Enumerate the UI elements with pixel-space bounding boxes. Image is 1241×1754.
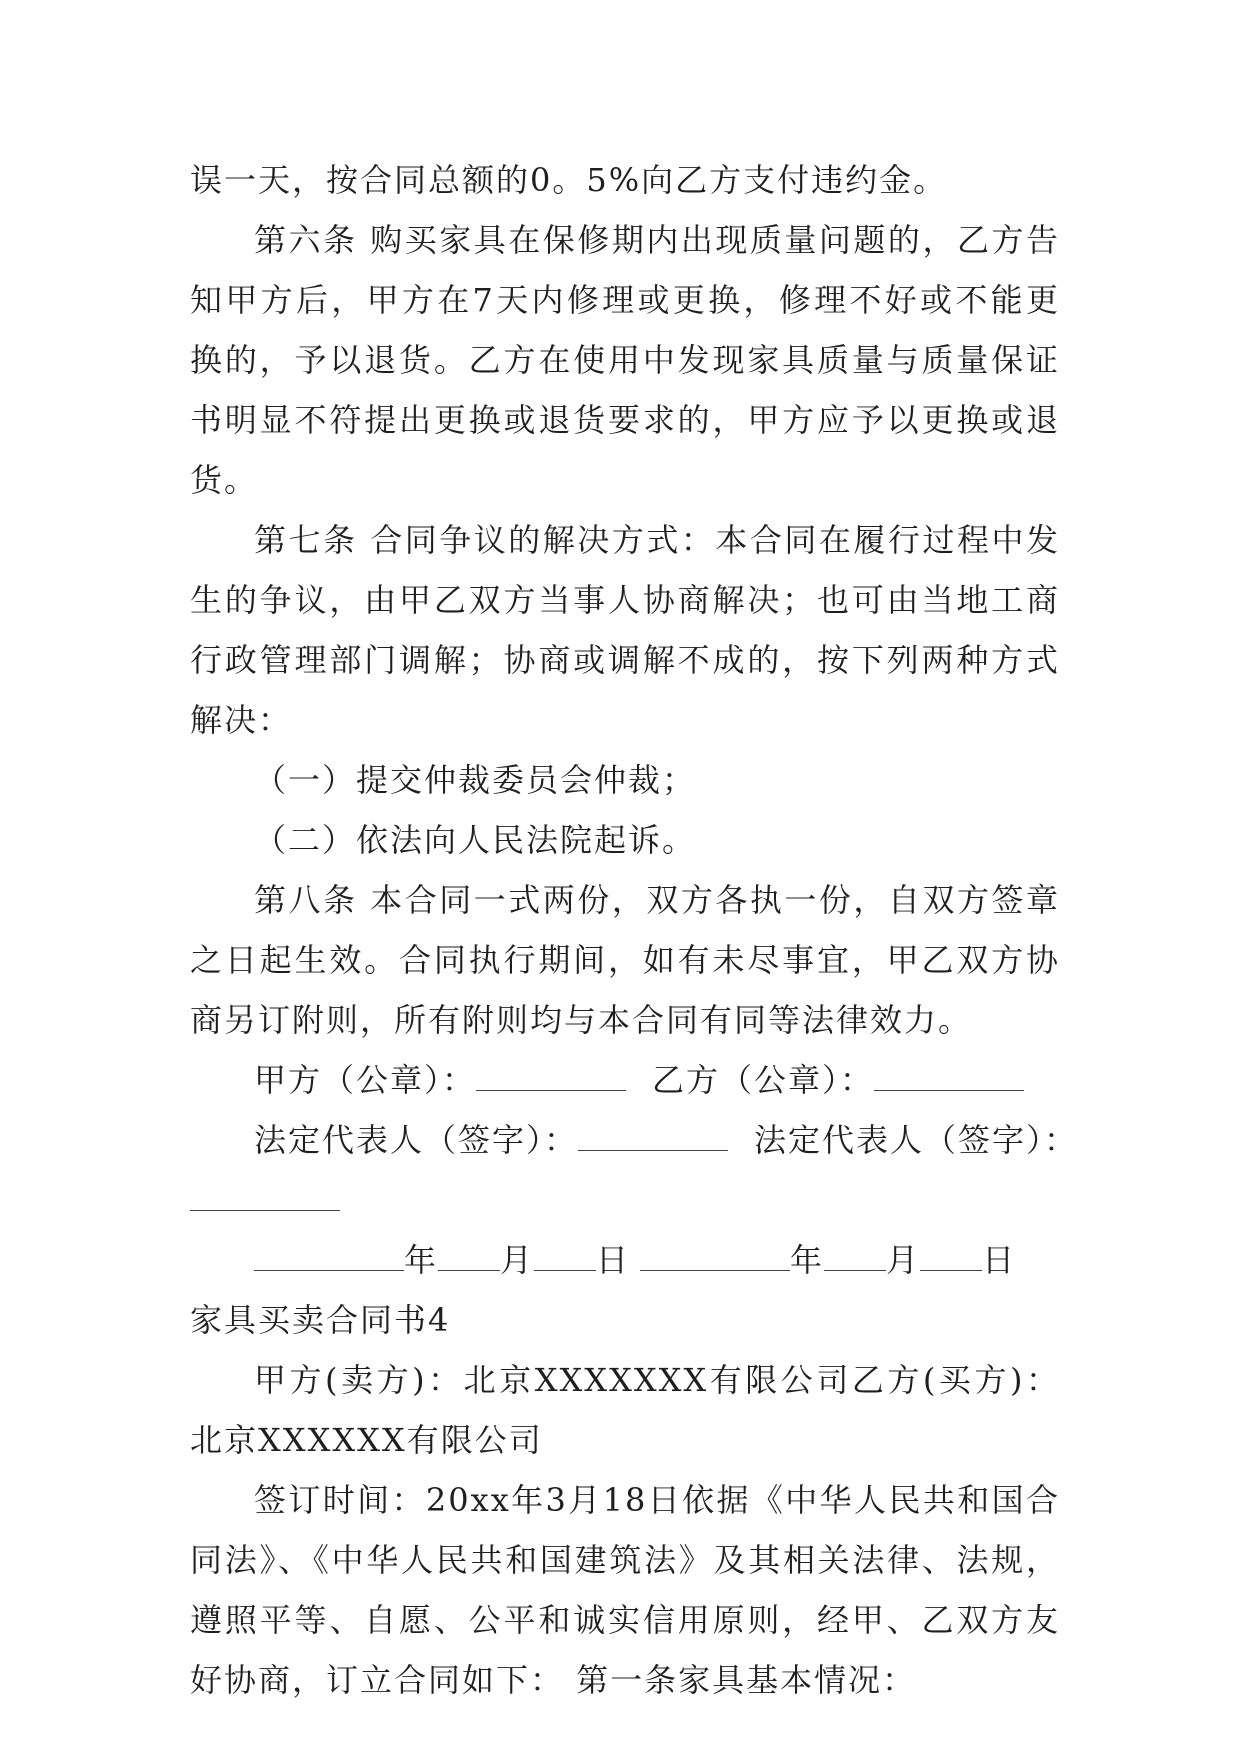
list-item-arbitration: （一）提交仲裁委员会仲裁； [254,761,697,799]
rep-b-label: 法定代表人（签字）： [754,1121,1079,1159]
signature-rep-row [190,1110,1079,1170]
paragraph-article-8: 第八条 本合同一式两份，双方各执一份，自双方签章之日起生效。合同执行期间，如有未尽事宜，甲乙双方协商另订附则，所有附则均与本合同有同等法律效力。 [190,881,1060,1039]
rep-a-label: 法定代表人（签字）： [254,1121,579,1159]
date-b-day-label: 日 [982,1241,1017,1279]
date-a-day-label: 日 [596,1241,631,1279]
signature-date-row [190,1230,1060,1290]
rep-b-blank [190,1180,340,1211]
party-b-seal-blank [874,1060,1024,1091]
date-a-month-label: 月 [500,1241,535,1279]
contract-4-parties: 甲方(卖方)：北京XXXXXXX有限公司乙方(买方)：北京XXXXXX有限公司 [190,1361,1060,1459]
party-a-seal-label: 甲方（公章）： [254,1061,477,1099]
date-b-month-blank [824,1240,886,1271]
document-body [190,150,1079,1710]
date-b-month-label: 月 [886,1241,921,1279]
contract-4-intro: 签订时间：20xx年3月18日依据《中华人民共和国合同法》、《中华人民共和国建筑法》及其相关法律、法规，遵照平等、自愿、公平和诚实信用原则，经甲、乙双方友好协商，订立合同如下： 第一条家具基本情况： [190,1481,1060,1699]
date-a-month-blank [438,1240,500,1271]
paragraph-article-7: 第七条 合同争议的解决方式：本合同在履行过程中发生的争议，由甲乙双方当事人协商解决；也可由当地工商行政管理部门调解；协商或调解不成的，按下列两种方式解决： [190,521,1060,739]
rep-a-blank [578,1120,728,1151]
paragraph-article-6: 第六条 购买家具在保修期内出现质量问题的，乙方告知甲方后，甲方在7天内修理或更换，修理不好或不能更换的，予以退货。乙方在使用中发现家具质量与质量保证书明显不符提出更换或退货要求的，甲方应予以更换或退货。 [190,221,1060,499]
date-b-year-blank [640,1240,790,1271]
paragraph-penalty: 误一天，按合同总额的0。5%向乙方支付违约金。 [190,161,948,199]
party-a-seal-blank [476,1060,626,1091]
signature-seal-row [190,1050,1060,1110]
date-a-day-blank [534,1240,596,1271]
date-a-year-label: 年 [404,1241,439,1279]
rep-b-blank-row [190,1170,1060,1230]
date-b-year-label: 年 [790,1241,825,1279]
date-b-day-blank [920,1240,982,1271]
date-a-year-blank [254,1240,404,1271]
contract-4-title: 家具买卖合同书4 [190,1301,451,1339]
list-item-court: （二）依法向人民法院起诉。 [254,821,697,859]
party-b-seal-label: 乙方（公章）： [652,1061,875,1099]
